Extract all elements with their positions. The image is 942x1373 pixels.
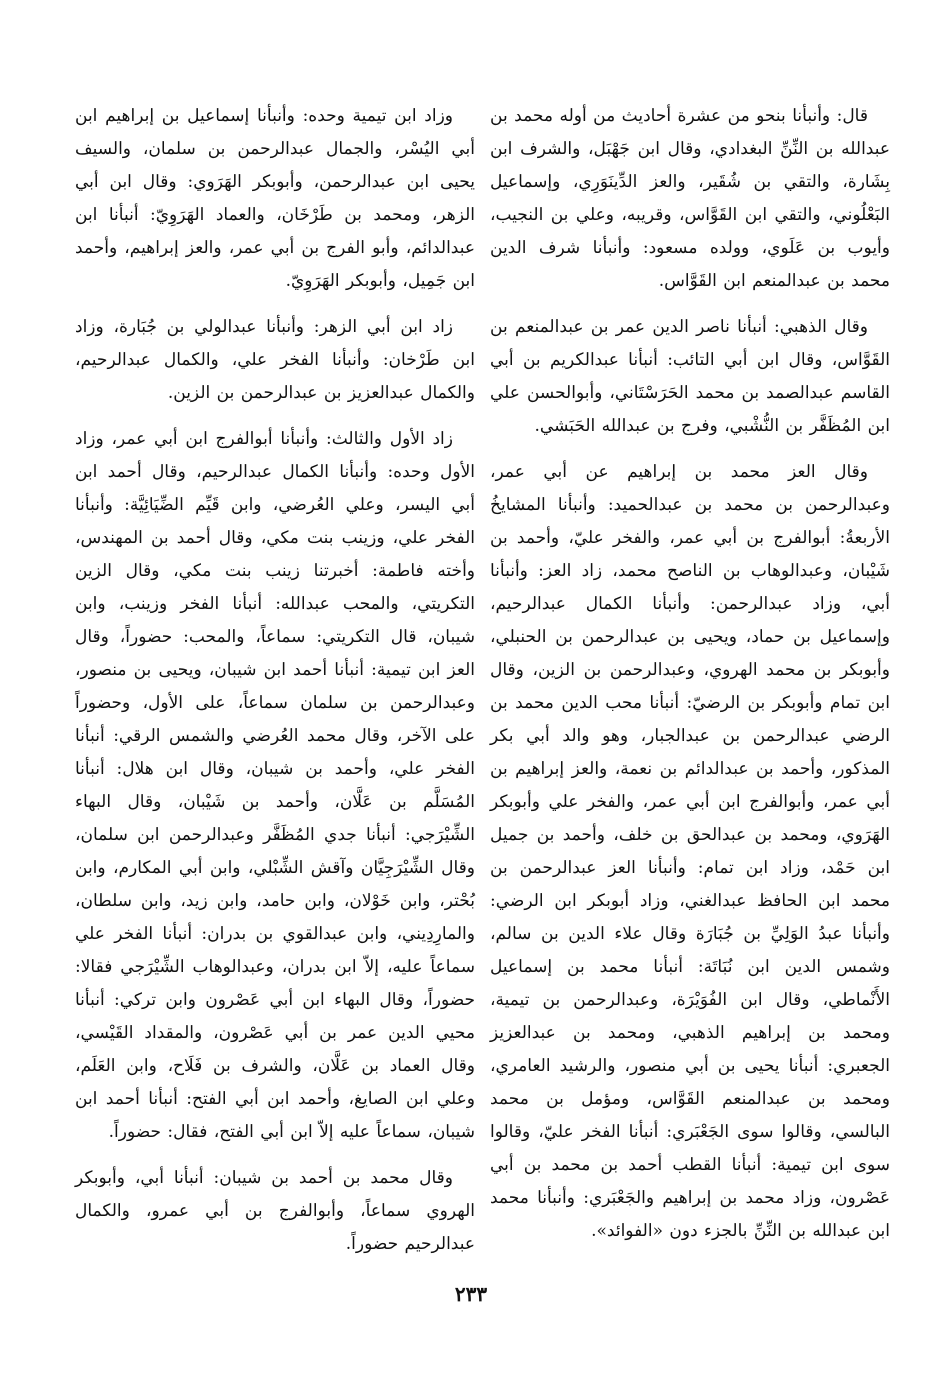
- paragraph: زاد الأول والثالث: وأنبأنا أبوالفرج ابن أبي عمر، وزاد الأول وحده: وأنبأنا الكمال عبدالرحيم، وقال أحمد ابن أبي اليسر، وعلي العُرضي، وابن قَيِّم الضِّيَائِيَّة: وأنبأنا الفخر علي، وزينب بنت مكي، وقال أحمد بن المهندس، وأخته فاطمة: أخبرتنا زينب بنت مكي، وقال الزين التكريتي، والمحب عبدالله: أنبأنا الفخر وزينب، وابن شيبان، قال التكريتي: سماعاً، والمحب: حضوراً، وقال العز ابن تيمية: أنبأنا أحمد ابن شيبان، ويحيى بن منصور، وعبدالرحمن بن سلمان سماعاً، على الأول، وحضوراً على الآخر، وقال محمد العُرضي والشمس الرقي: أنبأنا الفخر علي، وأحمد بن شيبان، وقال ابن هلال: أنبأنا المُسَلَّم بن عَلَّان، وأحمد بن شَيْبان، وقال البهاء الشِّيْرَجي: أنبأنا جدي المُظَفَّر وعبدالرحمن ابن سلمان، وقال الشِّيْرَجِيَّان وآقش الشِّبْلي، وابن أبي المكارم، وابن بُحْتر، وابن خَوْلان، وابن حامد، وابن زيد، وابن سلطان، والمارِدِيني، وابن عبدالقوي بن بدران: أنبأنا الفخر علي سماعاً عليه، إلاّ ابن بدران، وعبدالوهاب الشِّيْرَجي فقالا: حضوراً، وقال البهاء ابن أبي عَصْرون وابن تركي: أنبأنا محيي الدين عمر بن أبي عَصْرون، والمقداد القَيْسي، وقال العماد بن عَلَّان، والشرف بن فَلَاح، وابن العَلَم، وعلي ابن الصايغ، وأحمد ابن أبي الفتح: أنبأنا أحمد ابن شيبان، سماعاً عليه إلاّ ابن أبي الفتح، فقال: حضوراً.: [75, 429, 475, 1142]
- paragraph: وقال العز محمد بن إبراهيم عن أبي عمر، وعبدالرحمن بن محمد بن عبدالحميد: وأنبأنا المشايخُ الأربعةُ: أبوالفرج بن أبي عمر، والفخر عليّ، وأحمد بن شَيْبان، وعبدالوهاب بن الناصح محمد، زاد العز: وأنبأنا أبي، وزاد عبدالرحمن: وأنبأنا الكمال عبدالرحيم، وإسماعيل بن حماد، ويحيى بن عبدالرحمن بن الحنبلي، وأبوبكر بن محمد الهروي، وعبدالرحمن بن الزين، وقال ابن تمام وأبوبكر بن الرضيّ: أنبأنا محب الدين محمد بن الرضي عبدالرحمن بن عبدالجبار، وهو والد أبي بكر المذكور، وأحمد بن عبدالدائم بن نعمة، والعز إبراهيم بن أبي عمر، وأبوالفرج ابن أبي عمر، والفخر علي وأبوبكر الهَرَوي، ومحمد بن عبدالحق بن خلف، وأحمد بن جميل ابن حَمْد، وزاد ابن تمام: وأنبأنا العز عبدالرحمن بن محمد ابن الحافظ عبدالغني، وزاد أبوبكر ابن الرضي: وأنبأنا عبدُ الوَلِيِّ بن جُبَارَة وقال علاء الدين بن سالم، وشمس الدين ابن نُبَاتَة: أنبأنا محمد بن إسماعيل الأَنْماطي، وقال ابن الفُوَيْرَة، وعبدالرحمن بن تيمية، ومحمد بن إبراهيم الذهبي، ومحمد بن عبدالعزيز الجعبري: أنبأنا يحيى بن أبي منصور، والرشيد العامري، ومحمد بن عبدالمنعم القَوَّاس، ومؤمل بن محمد البالسي، وقالوا سوى الجَعْبَري: أنبأنا الفخر عليّ، وقالوا سوى ابن تيمية: أنبأنا القطب أحمد بن محمد بن أبي عَصْرون، وزاد محمد بن إبراهيم والجَعْبَري: وأنبأنا محمد ابن عبدالله بن النِّنِّ بالجزء دون «الفوائد».: [490, 462, 890, 1241]
- paragraph: وزاد ابن تيمية وحده: وأنبأنا إسماعيل بن إبراهيم ابن أبي اليُسْر، والجمال عبدالرحمن بن سلمان، والسيف يحيى ابن عبدالرحمن، وأبوبكر الهَرَوي: وقال ابن أبي الزهر، ومحمد بن طَرْخَان، والعماد الهَرَوِيّ: أنبأنا ابن عبدالدائم، وأبو الفرج بن أبي عمر، والعز إبراهيم، وأحمد ابن جَمِيل، وأبوبكر الهَرَوِيّ.: [75, 106, 475, 291]
- left-column: [75, 100, 475, 1274]
- paragraph: زاد ابن أبي الزهر: وأنبأنا عبدالولي بن جُبَارة، وزاد ابن طَرْخان: وأنبأنا الفخر علي، والكمال عبدالرحيم، والكمال عبدالعزيز بن عبدالرحمن بن الزين.: [75, 317, 475, 403]
- right-column: [490, 100, 890, 1261]
- paragraph: وقال محمد بن أحمد بن شيبان: أنبأنا أبي، وأبوبكر الهروي سماعاً، وأبوالفرج بن أبي عمرو، والكمال عبدالرحيم حضوراً.: [75, 1168, 475, 1254]
- page-number: ٢٣٣: [454, 1282, 488, 1306]
- paragraph: وقال الذهبي: أنبأنا ناصر الدين عمر بن عبدالمنعم بن القَوَّاس، وقال ابن أبي التائب: أنبأنا عبدالكريم بن أبي القاسم عبدالصمد بن محمد الحَرَسْتَاني، وأبوالحسن علي ابن المُظَفَّر بن النُّشْبي، وفرج بن عبدالله الحَبَشي.: [490, 317, 890, 436]
- paragraph: قال: وأنبأنا بنحو من عشرة أحاديث من أوله محمد بن عبدالله بن النِّنِّ البغدادي، وقال ابن جَهْبَل، والشرف ابن بِشَارة، والتقي بن شُقَير، والعز الدِّينَوَرِي، وإسماعيل البَعْلُوني، والتقي ابن القَوَّاس، وقريبه، وعلي بن النجيب، وأيوب بن عَلَوي، وولده مسعود: وأنبأنا شرف الدين محمد بن عبدالمنعم ابن القَوَّاس.: [490, 106, 890, 291]
